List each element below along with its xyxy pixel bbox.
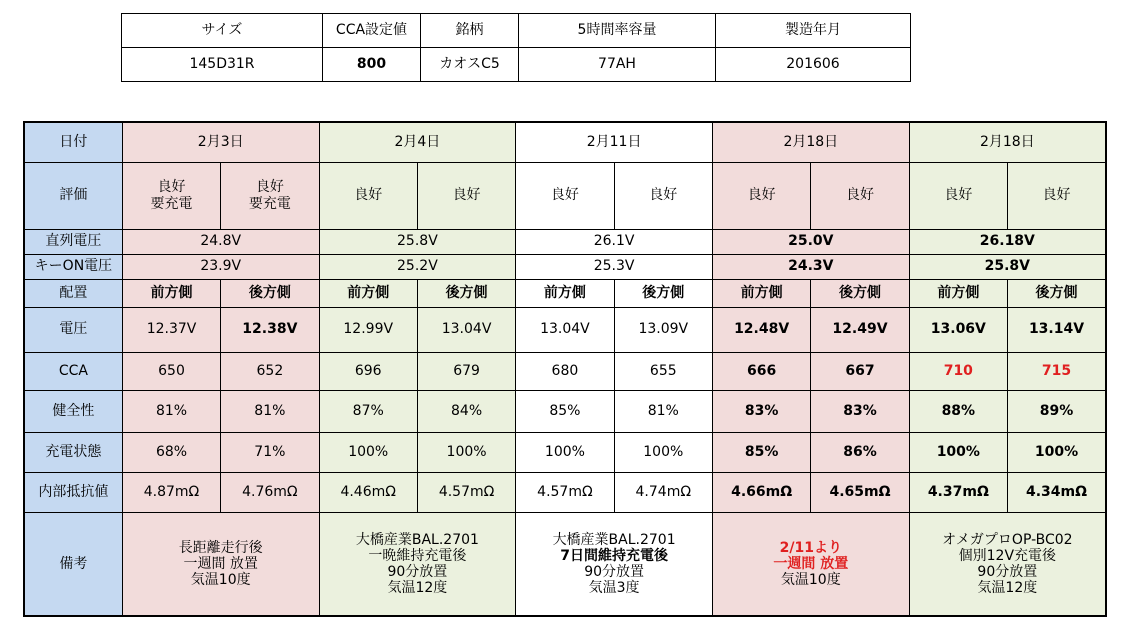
cell-voltage-1-rear: 12.38V <box>221 307 319 352</box>
cell-health-1-rear: 81% <box>221 390 319 432</box>
cell-placement-2-front: 前方側 <box>319 279 417 307</box>
cell-charge-1-front: 68% <box>122 432 220 472</box>
cell-date-3: 2月11日 <box>516 122 713 162</box>
row-label-notes: 備考 <box>24 512 122 616</box>
cell-health-1-front: 81% <box>122 390 220 432</box>
row-label-charge: 充電状態 <box>24 432 122 472</box>
cell-key-on-2: 25.2V <box>319 254 516 279</box>
cell-cca-4-rear: 667 <box>811 352 909 390</box>
cell-health-4-front: 83% <box>712 390 810 432</box>
cell-cca-5-front: 710 <box>909 352 1007 390</box>
cell-key-on-1: 23.9V <box>122 254 319 279</box>
cell-resistance-4-rear: 4.65mΩ <box>811 472 909 512</box>
cell-health-5-front: 88% <box>909 390 1007 432</box>
cell-cca-1-rear: 652 <box>221 352 319 390</box>
cell-charge-5-rear: 100% <box>1008 432 1107 472</box>
cell-charge-2-front: 100% <box>319 432 417 472</box>
battery-spec-table <box>121 13 911 82</box>
cell-cca-4-front: 666 <box>712 352 810 390</box>
cell-date-2: 2月4日 <box>319 122 516 162</box>
spec-header-size: サイズ <box>122 14 323 48</box>
row-key-on <box>24 254 1106 279</box>
cell-eval-2-front: 良好 <box>319 162 417 229</box>
cell-placement-3-rear: 後方側 <box>614 279 712 307</box>
cell-placement-2-rear: 後方側 <box>417 279 515 307</box>
row-series-voltage <box>24 229 1106 254</box>
cell-placement-5-rear: 後方側 <box>1008 279 1107 307</box>
cell-voltage-5-front: 13.06V <box>909 307 1007 352</box>
note-line: 2/11より <box>779 539 842 556</box>
row-label-resistance: 内部抵抗値 <box>24 472 122 512</box>
note-line: 90分放置 <box>584 563 645 580</box>
cell-voltage-3-rear: 13.09V <box>614 307 712 352</box>
cell-voltage-1-front: 12.37V <box>122 307 220 352</box>
note-line: 大橋産業BAL.2701 <box>355 531 479 548</box>
spec-value-brand: カオスC5 <box>421 48 519 82</box>
cell-series-voltage-1: 24.8V <box>122 229 319 254</box>
spec-header-capacity: 5時間率容量 <box>519 14 716 48</box>
spec-value-manufacture-date: 201606 <box>716 48 911 82</box>
cell-voltage-2-front: 12.99V <box>319 307 417 352</box>
cell-resistance-2-rear: 4.57mΩ <box>417 472 515 512</box>
row-date <box>24 122 1106 162</box>
cell-resistance-5-rear: 4.34mΩ <box>1008 472 1107 512</box>
row-label-series-voltage: 直列電圧 <box>24 229 122 254</box>
note-line: 一週間 放置 <box>773 555 849 572</box>
note-line: 一週間 放置 <box>183 555 258 572</box>
cell-charge-3-rear: 100% <box>614 432 712 472</box>
spec-value-row <box>122 48 911 82</box>
cell-cca-1-front: 650 <box>122 352 220 390</box>
row-eval <box>24 162 1106 229</box>
measurement-table <box>23 121 1107 617</box>
cell-eval-4-front: 良好 <box>712 162 810 229</box>
cell-health-2-front: 87% <box>319 390 417 432</box>
cell-voltage-5-rear: 13.14V <box>1008 307 1107 352</box>
cell-date-4: 2月18日 <box>712 122 909 162</box>
note-line: 90分放置 <box>977 563 1038 580</box>
cell-eval-3-rear: 良好 <box>614 162 712 229</box>
row-label-placement: 配置 <box>24 279 122 307</box>
spec-value-capacity: 77AH <box>519 48 716 82</box>
note-line: 7日間維持充電後 <box>560 547 668 564</box>
cell-health-2-rear: 84% <box>417 390 515 432</box>
note-line: 個別12V充電後 <box>958 547 1057 564</box>
spec-header-cca: CCA設定値 <box>323 14 421 48</box>
cell-cca-2-front: 696 <box>319 352 417 390</box>
cell-resistance-5-front: 4.37mΩ <box>909 472 1007 512</box>
row-placement <box>24 279 1106 307</box>
cell-eval-3-front: 良好 <box>516 162 614 229</box>
cell-eval-4-rear: 良好 <box>811 162 909 229</box>
row-label-key-on: キーON電圧 <box>24 254 122 279</box>
row-resistance <box>24 472 1106 512</box>
row-label-date: 日付 <box>24 122 122 162</box>
cell-series-voltage-4: 25.0V <box>712 229 909 254</box>
cell-placement-1-rear: 後方側 <box>221 279 319 307</box>
cell-resistance-3-rear: 4.74mΩ <box>614 472 712 512</box>
cell-resistance-3-front: 4.57mΩ <box>516 472 614 512</box>
cell-health-3-front: 85% <box>516 390 614 432</box>
note-line: 気温10度 <box>780 571 841 588</box>
cell-key-on-3: 25.3V <box>516 254 713 279</box>
row-label-cca: CCA <box>24 352 122 390</box>
row-charge <box>24 432 1106 472</box>
cell-resistance-1-rear: 4.76mΩ <box>221 472 319 512</box>
row-label-voltage: 電圧 <box>24 307 122 352</box>
cell-series-voltage-3: 26.1V <box>516 229 713 254</box>
cell-placement-3-front: 前方側 <box>516 279 614 307</box>
row-voltage <box>24 307 1106 352</box>
note-line: オメガプロOP-BC02 <box>942 531 1073 548</box>
cell-cca-3-rear: 655 <box>614 352 712 390</box>
cell-resistance-2-front: 4.46mΩ <box>319 472 417 512</box>
cell-charge-1-rear: 71% <box>221 432 319 472</box>
note-line: 90分放置 <box>387 563 448 580</box>
row-notes <box>24 512 1106 616</box>
note-line: 長距離走行後 <box>178 539 263 556</box>
cell-key-on-5: 25.8V <box>909 254 1106 279</box>
cell-placement-1-front: 前方側 <box>122 279 220 307</box>
note-line: 気温10度 <box>190 571 251 588</box>
spec-header-brand: 銘柄 <box>421 14 519 48</box>
spec-value-cca: 800 <box>323 48 421 82</box>
cell-cca-2-rear: 679 <box>417 352 515 390</box>
row-health <box>24 390 1106 432</box>
cell-voltage-3-front: 13.04V <box>516 307 614 352</box>
cell-placement-5-front: 前方側 <box>909 279 1007 307</box>
cell-notes-5 <box>909 512 1106 616</box>
row-cca <box>24 352 1106 390</box>
cell-health-4-rear: 83% <box>811 390 909 432</box>
note-line: 一晩維持充電後 <box>368 547 467 564</box>
cell-charge-4-front: 85% <box>712 432 810 472</box>
row-label-health: 健全性 <box>24 390 122 432</box>
cell-voltage-2-rear: 13.04V <box>417 307 515 352</box>
cell-health-3-rear: 81% <box>614 390 712 432</box>
cell-key-on-4: 24.3V <box>712 254 909 279</box>
cell-date-1: 2月3日 <box>122 122 319 162</box>
cell-charge-4-rear: 86% <box>811 432 909 472</box>
cell-eval-5-front: 良好 <box>909 162 1007 229</box>
cell-placement-4-front: 前方側 <box>712 279 810 307</box>
cell-eval-5-rear: 良好 <box>1008 162 1107 229</box>
cell-voltage-4-front: 12.48V <box>712 307 810 352</box>
cell-placement-4-rear: 後方側 <box>811 279 909 307</box>
cell-charge-2-rear: 100% <box>417 432 515 472</box>
spec-header-row <box>122 14 911 48</box>
cell-voltage-4-rear: 12.49V <box>811 307 909 352</box>
spec-header-manufacture-date: 製造年月 <box>716 14 911 48</box>
cell-charge-3-front: 100% <box>516 432 614 472</box>
row-label-eval: 評価 <box>24 162 122 229</box>
note-line: 気温12度 <box>387 579 448 596</box>
note-line: 大橋産業BAL.2701 <box>552 531 676 548</box>
cell-notes-3 <box>516 512 713 616</box>
cell-resistance-4-front: 4.66mΩ <box>712 472 810 512</box>
cell-series-voltage-2: 25.8V <box>319 229 516 254</box>
cell-cca-3-front: 680 <box>516 352 614 390</box>
cell-eval-1-front: 良好 要充電 <box>122 162 220 229</box>
cell-resistance-1-front: 4.87mΩ <box>122 472 220 512</box>
cell-notes-1 <box>122 512 319 616</box>
cell-date-5: 2月18日 <box>909 122 1106 162</box>
cell-charge-5-front: 100% <box>909 432 1007 472</box>
cell-eval-2-rear: 良好 <box>417 162 515 229</box>
cell-eval-1-rear: 良好 要充電 <box>221 162 319 229</box>
cell-series-voltage-5: 26.18V <box>909 229 1106 254</box>
cell-health-5-rear: 89% <box>1008 390 1107 432</box>
note-line: 気温12度 <box>977 579 1038 596</box>
cell-notes-4 <box>712 512 909 616</box>
cell-cca-5-rear: 715 <box>1008 352 1107 390</box>
cell-notes-2 <box>319 512 516 616</box>
spec-value-size: 145D31R <box>122 48 323 82</box>
note-line: 気温3度 <box>588 579 640 596</box>
